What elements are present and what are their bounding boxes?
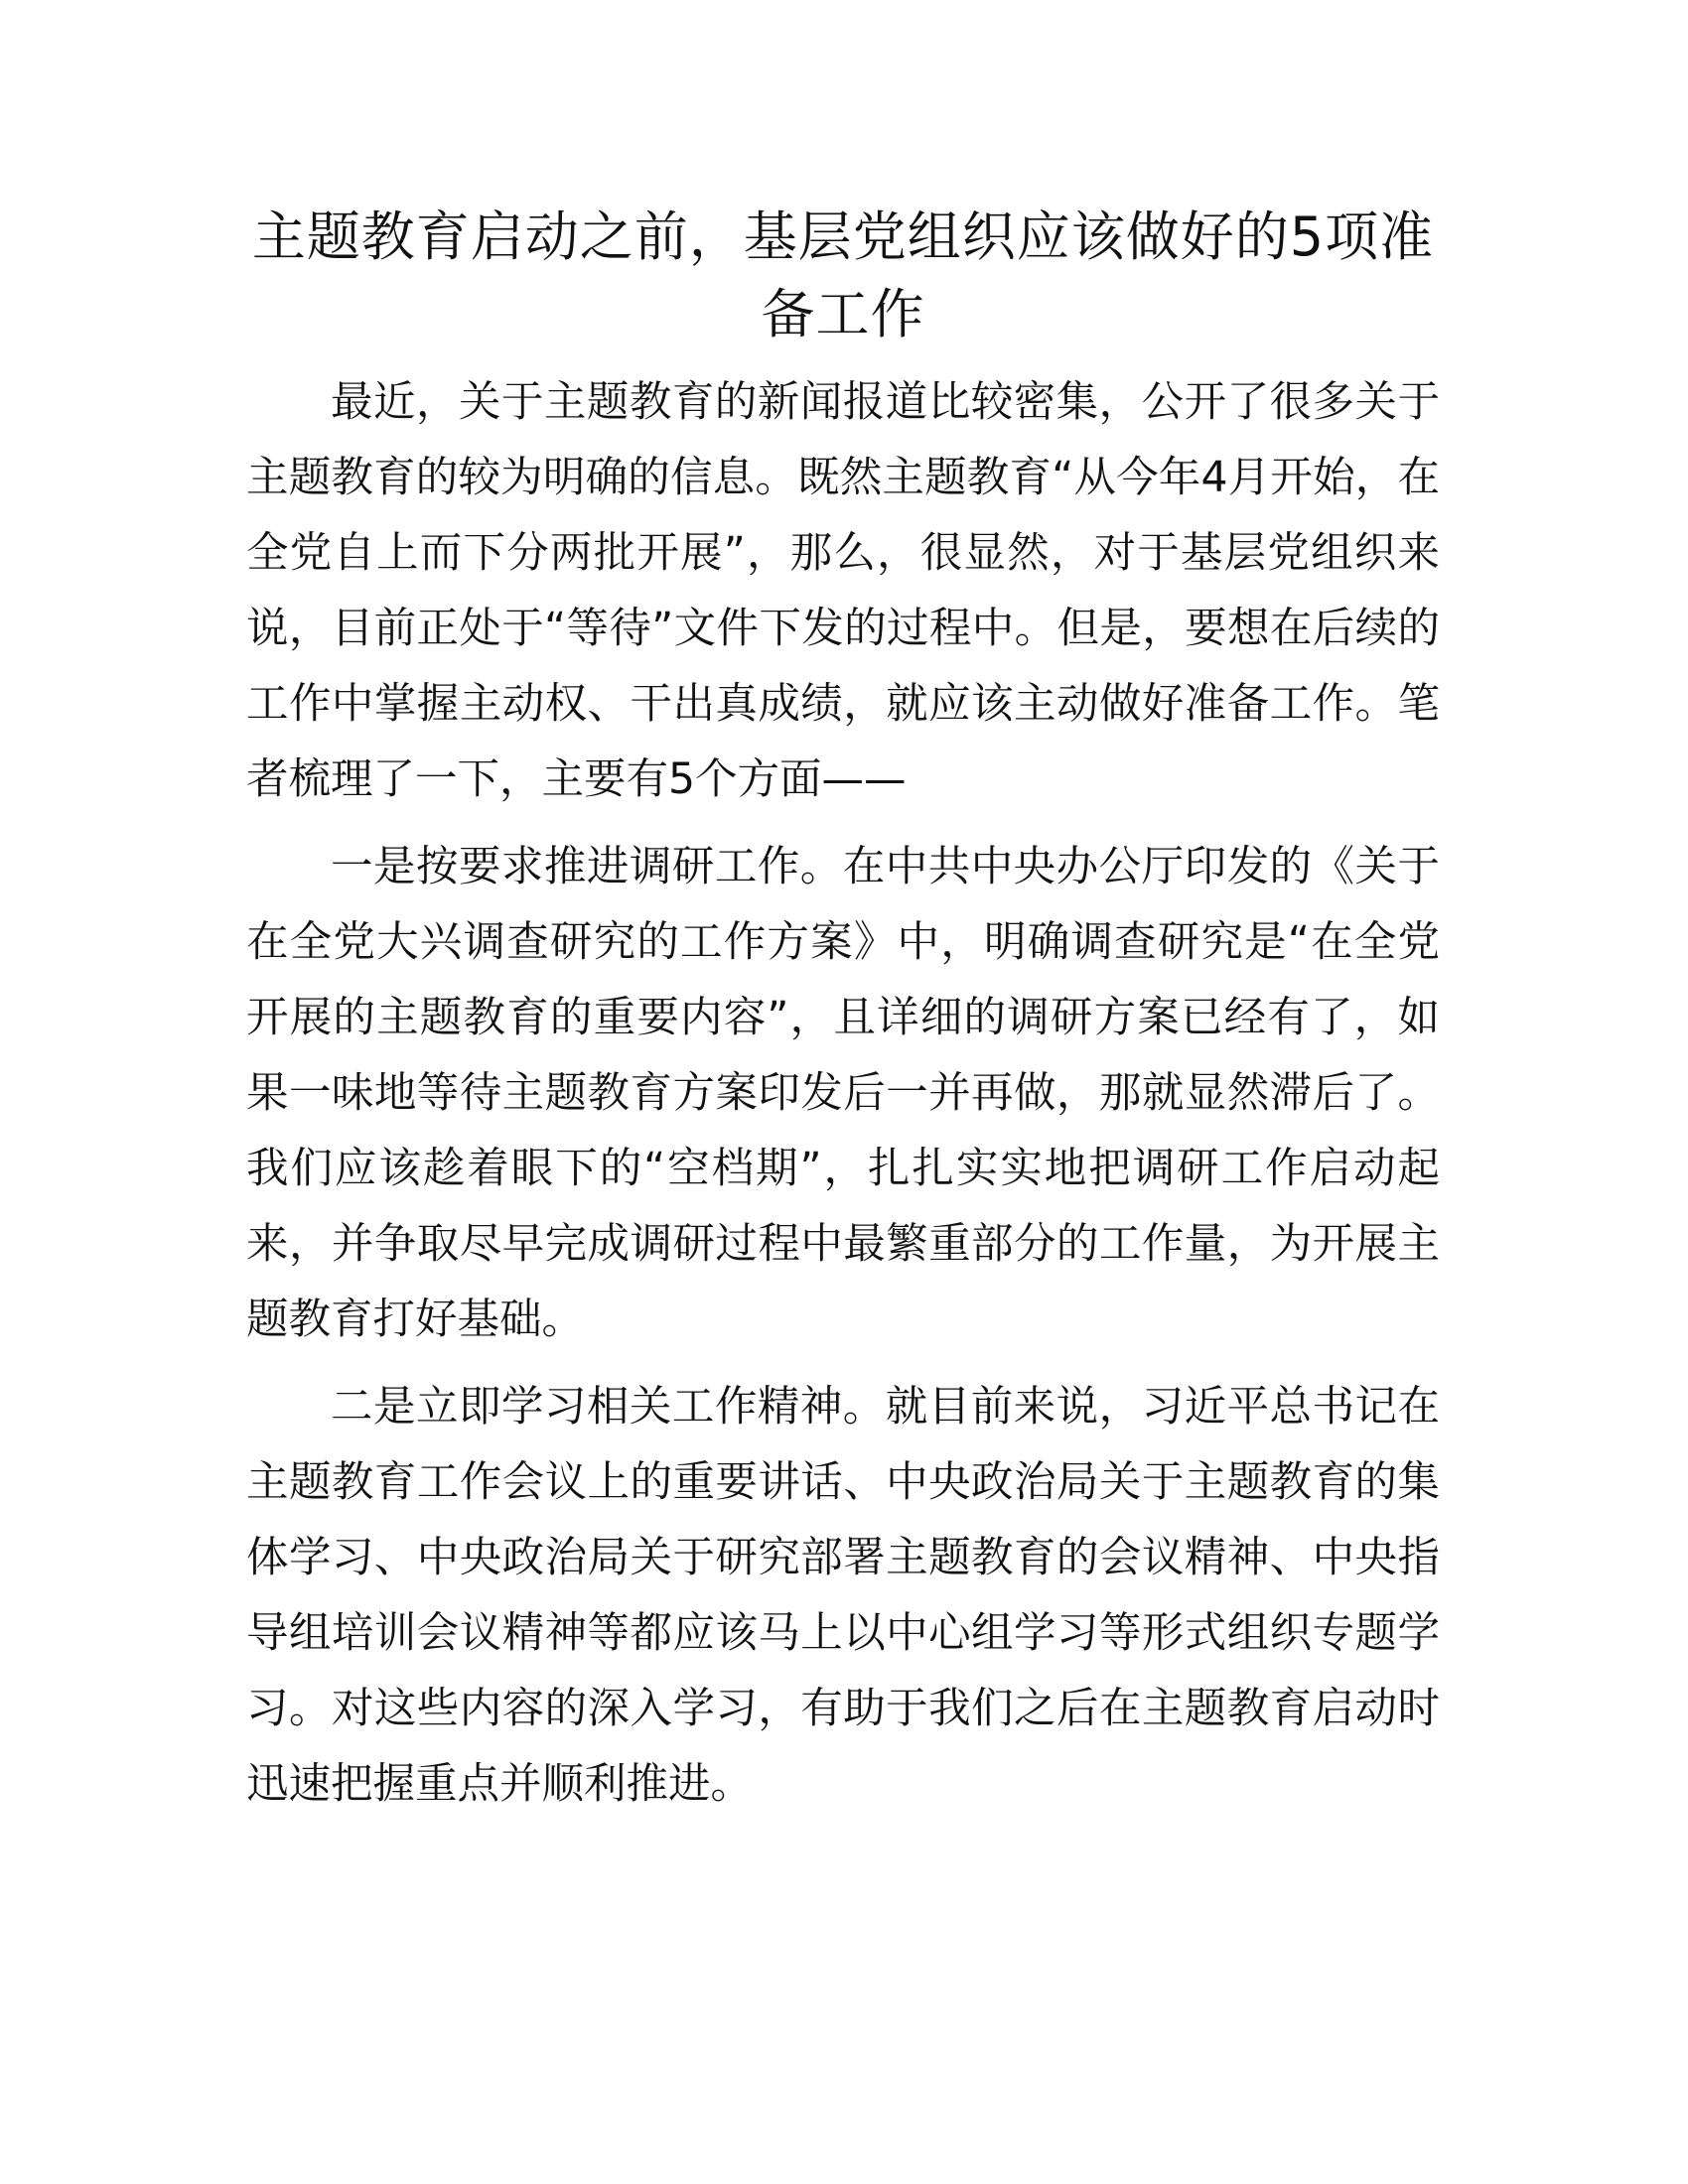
paragraph-point-two: 二是立即学习相关工作精神。就目前来说，习近平总书记在主题教育工作会议上的重要讲话、中央政治局关于主题教育的集体学习、中央政治局关于研究部署主题教育的会议精神、中央指导组培训会议精神等都应该马上以中心组学习等形式组织专题学习。对这些内容的深入学习，有助于我们之后在主题教育启动时迅速把握重点并顺利推进。 xyxy=(246,1383,1440,1809)
paragraph-intro: 最近，关于主题教育的新闻报道比较密集，公开了很多关于主题教育的较为明确的信息。既然主题教育“从今年4月开始，在全党自上而下分两批开展”，那么，很显然，对于基层党组织来说，目前正处于“等待”文件下发的过程中。但是，要想在后续的工作中掌握主动权、干出真成绩，就应该主动做好准备工作。笔者梳理了一下，主要有5个方面—— xyxy=(246,378,1440,804)
document-title: 主题教育启动之前，基层党组织应该做好的5项准备工作 xyxy=(251,205,1435,345)
paragraph-point-one: 一是按要求推进调研工作。在中共中央办公厅印发的《关于在全党大兴调查研究的工作方案》中，明确调查研究是“在全党开展的主题教育的重要内容”，且详细的调研方案已经有了，如果一味地等待主题教育方案印发后一并再做，那就显然滞后了。我们应该趁着眼下的“空档期”，扎扎实实地把调研工作启动起来，并争取尽早完成调研过程中最繁重部分的工作量，为开展主题教育打好基础。 xyxy=(246,843,1440,1344)
document-body xyxy=(246,199,1440,1823)
